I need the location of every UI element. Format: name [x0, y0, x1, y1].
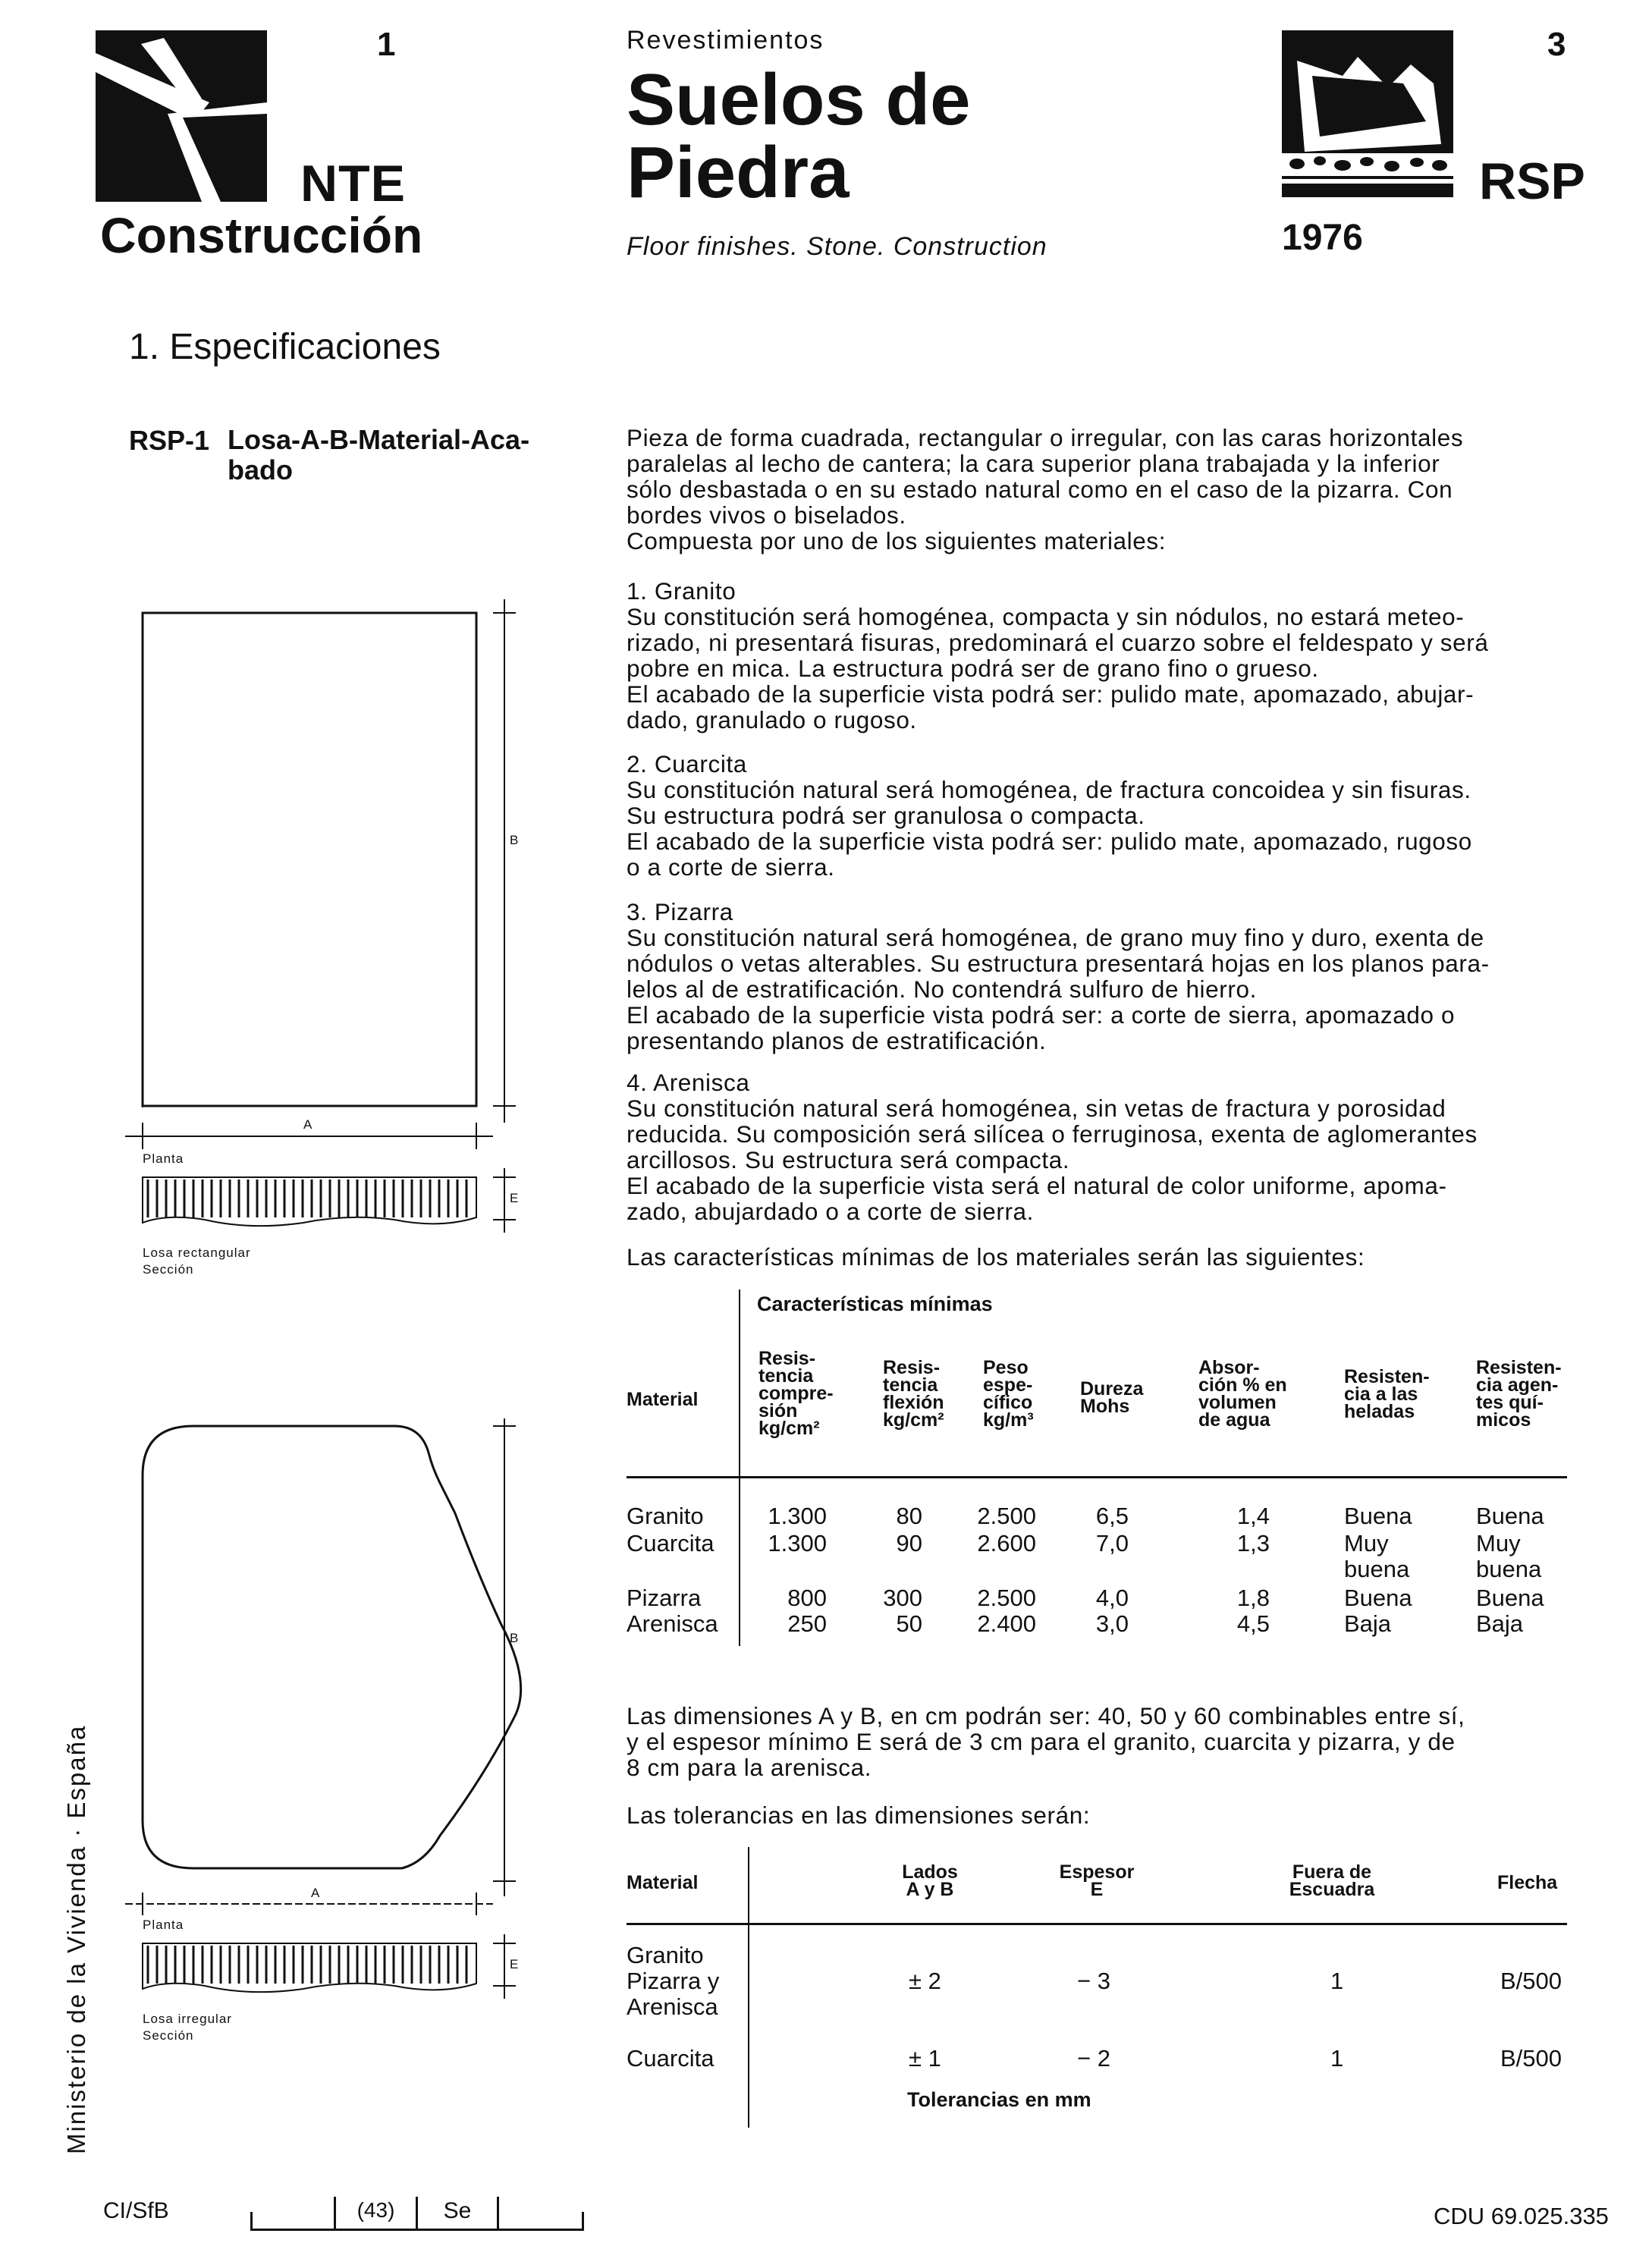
cell-heladas: Baja	[1344, 1610, 1392, 1637]
title-line2: Piedra	[627, 132, 850, 213]
header-line: kg/cm²	[883, 1409, 944, 1431]
cell-dureza: 6,5	[1095, 1503, 1129, 1529]
tolerances-table	[627, 1847, 1575, 2135]
text-line: o a corte de sierra.	[627, 853, 835, 881]
header-line: Resisten-	[1476, 1357, 1562, 1378]
text-line: reducida. Su composición será silícea o ferruginosa, exenta de aglomerantes	[627, 1120, 1478, 1148]
text-line: pobre en mica. La estructura podrá ser de grano fino o grueso.	[627, 655, 1319, 682]
text-line: Compuesta por uno de los siguientes materiales:	[627, 527, 1167, 554]
caracteristicas-intro: Las características mínimas de los materiales serán las siguientes:	[627, 1243, 1365, 1271]
header-line: Espesor	[1059, 1861, 1135, 1883]
cuarcita-paragraph	[627, 751, 1575, 880]
table-row	[627, 1503, 704, 1529]
spec-code: RSP-1	[129, 425, 210, 456]
header-line: Resisten-	[1344, 1366, 1430, 1387]
header-line: Resis-	[758, 1348, 816, 1369]
header-flexion	[883, 1359, 944, 1429]
text-line: El acabado de la superficie vista podrá ser: pulido mate, apomazado, rugoso	[627, 828, 1472, 855]
caption-line1: Losa rectangular	[143, 1246, 251, 1260]
supertitle: Revestimientos	[627, 26, 824, 55]
cell-material: Arenisca	[627, 1610, 718, 1637]
header-quimicos	[1476, 1359, 1562, 1429]
cisfb-label: CI/SfB	[103, 2198, 169, 2223]
header-line: ción % en	[1198, 1374, 1287, 1396]
table-header-rule	[627, 1923, 1567, 1925]
dimension-e-label: E	[510, 1957, 519, 1971]
cell-quimicos: Buena	[1476, 1503, 1544, 1529]
cell-lados: ± 2	[909, 1968, 941, 1994]
cell-flexion: 300	[883, 1585, 922, 1611]
material-line: Granito	[627, 1942, 704, 1968]
box-3: Se	[443, 2198, 472, 2223]
figure-rectangular-slab	[121, 592, 531, 1297]
header-espesor	[1044, 1861, 1150, 1900]
header-line: A y B	[906, 1879, 954, 1900]
granito-paragraph	[627, 578, 1575, 733]
cell-material	[627, 2046, 714, 2072]
cell-flexion: 80	[896, 1503, 922, 1529]
caption-line2: Sección	[143, 1262, 194, 1277]
text-line: Su estructura podrá ser granulosa o compacta.	[627, 802, 1145, 829]
header-compresion	[758, 1350, 834, 1437]
cell-peso: 2.400	[977, 1610, 1036, 1637]
table-caption: Tolerancias en mm	[907, 2088, 1091, 2111]
caption-line2: Sección	[143, 2028, 194, 2043]
material-line: Pizarra y	[627, 1968, 720, 1994]
rsp-logo	[1282, 30, 1453, 197]
caption-line1: Losa irregular	[143, 2012, 232, 2026]
cell-compresion: 250	[787, 1610, 827, 1637]
table-vertical-rule	[748, 1847, 749, 2128]
cell-espesor: − 2	[1077, 2045, 1110, 2072]
spec-title	[228, 425, 529, 485]
header-absorcion	[1198, 1359, 1287, 1429]
header-flecha: Flecha	[1497, 1872, 1558, 1893]
cell-absorcion: 1,8	[1236, 1585, 1270, 1611]
header-line: micos	[1476, 1409, 1531, 1431]
header-material: Material	[627, 1872, 699, 1893]
text-line: 2. Cuarcita	[627, 750, 747, 777]
header-line: cífico	[983, 1392, 1033, 1413]
header-dureza	[1080, 1378, 1144, 1417]
table-header-rule	[627, 1476, 1567, 1478]
text-line: 8 cm para la arenisca.	[627, 1754, 872, 1781]
dimension-b-label: B	[510, 833, 519, 847]
year: 1976	[1282, 218, 1363, 258]
cell-dureza: 7,0	[1095, 1530, 1129, 1557]
document-code: RSP	[1479, 152, 1585, 210]
text-line: El acabado de la superficie vista será el natural de color uniforme, apoma-	[627, 1172, 1447, 1199]
category-label: Construcción	[100, 207, 423, 263]
pizarra-paragraph	[627, 899, 1575, 1054]
text-line: rizado, ni presentará fisuras, predominará el cuarzo sobre el feldespato y será	[627, 629, 1489, 656]
box-divider	[250, 2212, 253, 2231]
cell-dureza: 4,0	[1095, 1585, 1129, 1611]
header-line: tencia	[883, 1374, 938, 1396]
cell-heladas: Buena	[1344, 1503, 1412, 1529]
text-line: paralelas al lecho de cantera; la cara superior plana trabajada y la inferior	[627, 450, 1440, 477]
cell-quimicos: Baja	[1476, 1610, 1524, 1637]
header-line: Absor-	[1198, 1357, 1260, 1378]
table-row	[627, 1531, 714, 1557]
header-line: Dureza	[1080, 1378, 1144, 1399]
table-vertical-rule	[739, 1289, 740, 1646]
plan-label: Planta	[143, 1918, 184, 1932]
text-line: nódulos o vetas alterables. Su estructura presentará hojas en los planos para-	[627, 950, 1490, 977]
cell-quimicos: Buena	[1476, 1585, 1544, 1611]
sheet-number-left: 1	[377, 26, 396, 63]
cell-absorcion: 1,4	[1236, 1503, 1270, 1529]
cell-peso: 2.500	[977, 1503, 1036, 1529]
text-line: 3. Pizarra	[627, 898, 733, 925]
header-line: cia a las	[1344, 1384, 1418, 1405]
header-line: tes quí-	[1476, 1392, 1544, 1413]
cell-material: Granito	[627, 1503, 704, 1529]
cell-absorcion: 1,3	[1236, 1530, 1270, 1557]
text-line: arcillosos. Su estructura será compacta.	[627, 1146, 1070, 1173]
header-line: compre-	[758, 1383, 834, 1404]
dimension-a-label: A	[303, 1117, 312, 1132]
header-heladas	[1344, 1368, 1430, 1421]
header-line: Fuera de	[1292, 1861, 1372, 1883]
header-line: Resis-	[883, 1357, 941, 1378]
cell-heladas: Buena	[1344, 1585, 1412, 1611]
classification-boxes	[250, 2197, 584, 2232]
text-line: lelos al de estratificación. No contendrá sulfuro de hierro.	[627, 975, 1257, 1003]
text-line: Las dimensiones A y B, en cm podrán ser: 40, 50 y 60 combinables entre sí,	[627, 1702, 1465, 1729]
text-line: dado, granulado o rugoso.	[627, 706, 917, 733]
cell-peso: 2.500	[977, 1585, 1036, 1611]
trowel-icon	[96, 30, 267, 202]
text-line: Su constitución será homogénea, compacta y sin nódulos, no estará meteo-	[627, 603, 1465, 630]
intro-paragraph	[627, 425, 1575, 554]
dimension-a-label: A	[311, 1886, 320, 1900]
figure-irregular-slab	[121, 1411, 531, 2139]
text-line: El acabado de la superficie vista podrá ser: pulido mate, apomazado, abujar-	[627, 680, 1475, 708]
header-line: kg/cm²	[758, 1418, 820, 1439]
series-label: NTE	[300, 155, 406, 212]
sheet-number-right: 3	[1547, 26, 1566, 63]
ministry-label: Ministerio de la Vivienda · España	[62, 1724, 90, 2154]
header-line: tencia	[758, 1365, 814, 1387]
text-line: Su constitución natural será homogénea, de grano muy fino y duro, exenta de	[627, 924, 1484, 951]
header-line: Mohs	[1080, 1396, 1130, 1417]
material-line: Arenisca	[627, 1993, 718, 2020]
box-2: (43)	[356, 2198, 395, 2222]
header-peso	[983, 1359, 1034, 1429]
cell-escuadra: 1	[1330, 1968, 1344, 1994]
header-line: flexión	[883, 1392, 944, 1413]
text-line: bordes vivos o biselados.	[627, 501, 906, 529]
arenisca-paragraph	[627, 1070, 1575, 1224]
box-divider	[582, 2212, 584, 2231]
cell-dureza: 3,0	[1095, 1610, 1129, 1637]
subtitle: Floor finishes. Stone. Construction	[627, 232, 1047, 261]
cell-flexion: 90	[896, 1530, 922, 1557]
cell-compresion: 1.300	[768, 1503, 827, 1529]
header-line: volumen	[1198, 1392, 1277, 1413]
table-row	[627, 1611, 718, 1637]
text-line: Pieza de forma cuadrada, rectangular o irregular, con las caras horizontales	[627, 424, 1464, 451]
dimensiones-paragraph	[627, 1703, 1575, 1780]
header-escuadra	[1271, 1861, 1393, 1900]
spec-title-line1: Losa-A-B-Material-Aca-	[228, 424, 530, 455]
header-line: E	[1090, 1879, 1104, 1900]
cell-material: Cuarcita	[627, 1530, 715, 1557]
cell-compresion: 800	[787, 1585, 827, 1611]
text-line: 4. Arenisca	[627, 1069, 750, 1096]
cell-heladas: Muy buena	[1344, 1530, 1410, 1582]
cell-flecha: B/500	[1500, 2045, 1562, 2072]
title-line1: Suelos de	[627, 59, 971, 140]
text-line: sólo desbastada o en su estado natural como en el caso de la pizarra. Con	[627, 476, 1453, 503]
header-line: Peso	[983, 1357, 1029, 1378]
header-line: Lados	[902, 1861, 958, 1883]
cell-flexion: 50	[896, 1610, 922, 1637]
table-row	[627, 1585, 701, 1611]
plan-label: Planta	[143, 1151, 184, 1166]
cell-flecha: B/500	[1500, 1968, 1562, 1994]
header-material: Material	[627, 1389, 699, 1410]
nte-logo	[96, 30, 267, 202]
cell-absorcion: 4,5	[1236, 1610, 1270, 1637]
header-line: espe-	[983, 1374, 1033, 1396]
rectangular-slab-drawing	[121, 592, 531, 1244]
cell-material: Pizarra	[627, 1585, 702, 1611]
cell-escuadra: 1	[1330, 2045, 1344, 2072]
text-line: Su constitución natural será homogénea, sin vetas de fractura y porosidad	[627, 1095, 1446, 1122]
irregular-slab-drawing	[121, 1411, 531, 2078]
stone-floor-icon	[1282, 30, 1453, 197]
cdu-code: CDU 69.025.335	[1434, 2203, 1609, 2229]
dimension-e-label: E	[510, 1191, 519, 1205]
header-line: sión	[758, 1400, 798, 1421]
cell-peso: 2.600	[977, 1530, 1036, 1557]
material-line: Cuarcita	[627, 2045, 715, 2072]
cell-compresion: 1.300	[768, 1530, 827, 1557]
box-divider	[497, 2197, 499, 2231]
dimension-b-label: B	[510, 1631, 519, 1645]
header-line: cia agen-	[1476, 1374, 1559, 1396]
header-line: de agua	[1198, 1409, 1270, 1431]
header-line: kg/m³	[983, 1409, 1034, 1431]
spec-title-line2: bado	[228, 454, 293, 485]
text-line: presentando planos de estratificación.	[627, 1027, 1047, 1054]
text-line: 1. Granito	[627, 577, 736, 605]
group-header: Características mínimas	[757, 1293, 993, 1315]
cell-quimicos: Muy buena	[1476, 1530, 1542, 1582]
text-line: Su constitución natural será homogénea, de fractura concoidea y sin fisuras.	[627, 776, 1471, 803]
tolerancias-intro: Las tolerancias en las dimensiones serán:	[627, 1802, 1091, 1829]
section-heading: 1. Especificaciones	[129, 327, 441, 367]
header-lados	[884, 1861, 975, 1900]
cell-material	[627, 1943, 719, 2020]
cell-espesor: − 3	[1077, 1968, 1110, 1994]
text-line: El acabado de la superficie vista podrá ser: a corte de sierra, apomazado o	[627, 1001, 1456, 1029]
text-line: y el espesor mínimo E será de 3 cm para el granito, cuarcita y pizarra, y de	[627, 1728, 1456, 1755]
characteristics-table	[627, 1289, 1575, 1654]
header-line: Escuadra	[1289, 1879, 1375, 1900]
header-line: heladas	[1344, 1401, 1415, 1422]
text-line: zado, abujardado o a corte de sierra.	[627, 1198, 1035, 1225]
cell-lados: ± 1	[909, 2045, 941, 2072]
